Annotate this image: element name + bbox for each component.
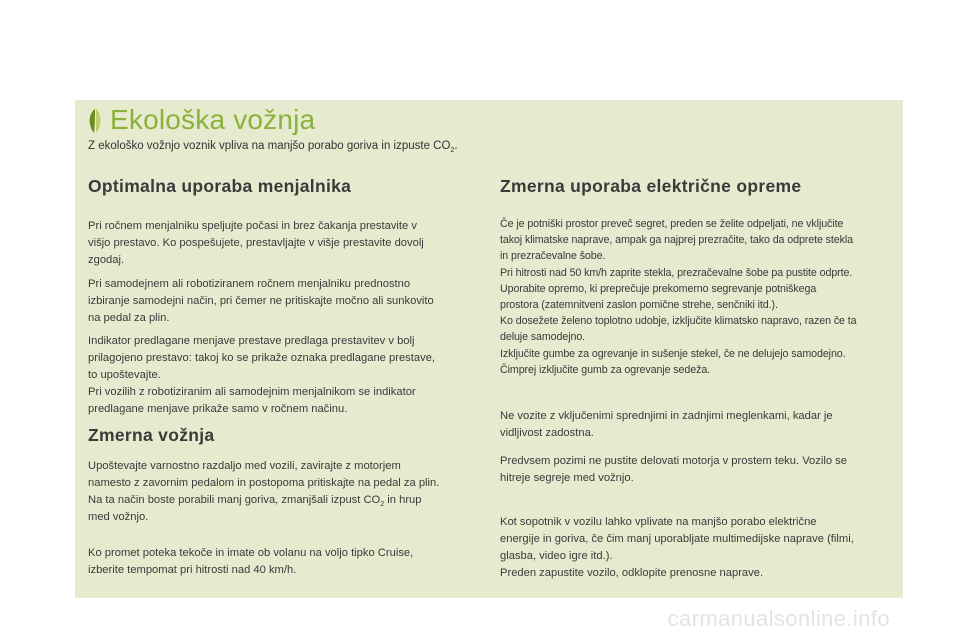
paragraph-safe-distance: Upoštevajte varnostno razdaljo med vozili, zavirajte z motorjem namesto z zavornim pedalom in postopoma pritiskajte na pedal za plin. Na ta način boste porabili manj goriva, zmanjšali izpust $CO_2$ in hrup med vožnjo. xyxy=(88,460,440,523)
paragraph-fog-lights: Ne vozite z vključenimi sprednjimi in zadnjimi meglenkami, kadar je vidljivost zadostna. xyxy=(500,410,833,439)
intro-text: Z ekološko vožnjo voznik vpliva na manjšo porabo goriva in izpuste $CO_2$. xyxy=(88,140,458,154)
heading-moderate-driving: Zmerna vožnja xyxy=(88,425,215,445)
leaf-icon xyxy=(86,108,104,134)
paragraph-gear-indicator: Indikator predlagane menjave prestave predlaga prestavitev v bolj prilagojeno prestavo: takoj ko se prikaže oznaka predlagane prestave, to upoštevajte. Pri vozilih z robotiziranim ali samodejnim menjalnikom se indikator predlagane menjave prikaže samo v ročnem načinu. xyxy=(88,335,436,415)
paragraph-manual-gearbox: Pri ročnem menjalniku speljujte počasi in brez čakanja prestavite v višjo prestavo. Ko pospešujete, prestavljajte v višje prestavite dovolj zgodaj. xyxy=(88,220,424,266)
paragraph-idling: Predvsem pozimi ne pustite delovati motorja v prostem teku. Vozilo se hitreje segreje med vožnjo. xyxy=(500,455,847,484)
paragraph-cruise-control: Ko promet poteka tekoče in imate ob volanu na voljo tipko Cruise, izberite tempomat pri hitrosti nad 40 km/h. xyxy=(88,547,414,576)
paragraph-automatic-gearbox: Pri samodejnem ali robotiziranem ročnem menjalniku prednostno izbiranje samodejni način, pri čemer ne pritiskajte močno ali sunkovito na pedal za plin. xyxy=(88,278,434,324)
page-title: Ekološka vožnja xyxy=(110,104,316,135)
heading-gearbox: Optimalna uporaba menjalnika xyxy=(88,176,352,196)
heading-electrical-equipment: Zmerna uporaba električne opreme xyxy=(500,176,802,196)
watermark: carmanualsonline.info xyxy=(667,606,890,631)
paragraph-multimedia: Kot sopotnik v vozilu lahko vplivate na manjšo porabo električne energije in goriva, če čim manj uporabljate multimedijske naprave (filmi, glasba, video igre itd.). Preden zapustite vozilo, odklopite prenosne naprave. xyxy=(500,516,854,579)
paragraph-climate-control: Če je potniški prostor preveč segret, preden se želite odpeljati, ne vključite takoj klimatske naprave, ampak ga najprej prezračite, tako da odprete stekla in prezračevalne šobe. Pri hitrosti nad 50 km/h zaprite stekla, prezračevalne šobe pa pustite odprte. Uporabite opremo, ki preprečuje prekomerno segrevanje potniškega prostora (zatemnitveni zaslon pomične strehe, senčniki itd.). Ko dosežete želeno toplotno udobje, izključite klimatsko napravo, razen če ta deluje samodejno. Izključite gumbe za ogrevanje in sušenje stekel, če ne delujejo samodejno. Čimprej izključite gumb za ogrevanje sedeža. xyxy=(500,218,857,376)
